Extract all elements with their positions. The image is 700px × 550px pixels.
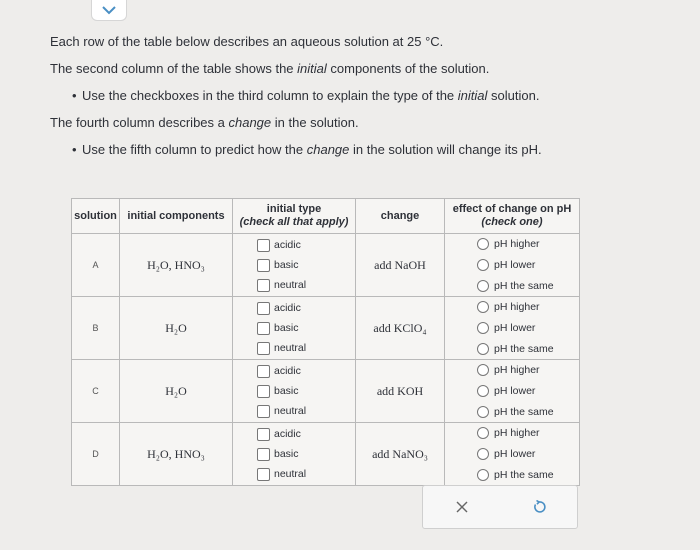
option-label: acidic	[274, 365, 301, 377]
ph-option[interactable]	[445, 275, 579, 296]
instruction-line: The second column of the table shows the initial components of the solution.	[50, 61, 490, 76]
radio-button[interactable]	[477, 427, 489, 439]
initial-components: H₂O	[120, 297, 233, 360]
table-row	[72, 423, 580, 486]
ph-effect-cell	[445, 234, 580, 297]
change-cell: add KOH	[356, 360, 445, 423]
ph-option[interactable]	[445, 255, 579, 276]
checkbox[interactable]	[257, 322, 270, 335]
chevron-down-icon	[102, 5, 116, 15]
ph-option[interactable]	[445, 297, 579, 318]
answer-actions	[422, 485, 578, 529]
table-header-row	[72, 199, 580, 234]
option-label: pH the same	[494, 342, 554, 355]
option-label: pH lower	[494, 259, 536, 271]
radio-button[interactable]	[477, 364, 489, 376]
instructions	[50, 28, 542, 163]
type-option-neutral[interactable]	[233, 338, 355, 358]
checkbox[interactable]	[257, 448, 270, 461]
ph-option[interactable]	[445, 423, 579, 444]
option-label: pH higher	[494, 427, 540, 440]
type-option-acidic[interactable]	[233, 298, 355, 318]
solution-label: D	[72, 423, 120, 486]
checkbox[interactable]	[257, 342, 270, 355]
header-effect: effect of change on pH (check one)	[445, 199, 580, 234]
option-label: pH higher	[494, 364, 540, 377]
change-cell: add NaNO₃	[356, 423, 445, 486]
checkbox[interactable]	[257, 405, 270, 418]
checkbox[interactable]	[257, 365, 270, 378]
initial-components: H₂O, HNO₃	[120, 423, 233, 486]
radio-button[interactable]	[477, 238, 489, 250]
table-row	[72, 360, 580, 423]
checkbox[interactable]	[257, 468, 270, 481]
option-label: pH the same	[494, 405, 554, 418]
option-label: acidic	[274, 428, 301, 440]
type-option-basic[interactable]	[233, 318, 355, 338]
header-components: initial components	[120, 199, 233, 234]
radio-button[interactable]	[477, 301, 489, 313]
ph-option[interactable]	[445, 360, 579, 381]
option-label: neutral	[274, 342, 307, 354]
type-option-basic[interactable]	[233, 444, 355, 464]
initial-components: H₂O	[120, 360, 233, 423]
type-option-acidic[interactable]	[233, 235, 355, 255]
checkbox[interactable]	[257, 302, 270, 315]
solution-label: B	[72, 297, 120, 360]
solutions-table	[71, 198, 580, 486]
ph-option[interactable]	[445, 401, 579, 422]
ph-option[interactable]	[445, 234, 579, 255]
type-option-neutral[interactable]	[233, 275, 355, 295]
undo-icon	[532, 500, 546, 514]
ph-option[interactable]	[445, 464, 579, 485]
ph-effect-cell	[445, 297, 580, 360]
change-cell: add NaOH	[356, 234, 445, 297]
reset-button[interactable]	[527, 495, 551, 519]
type-option-basic[interactable]	[233, 255, 355, 275]
type-option-neutral[interactable]	[233, 464, 355, 484]
solution-label: A	[72, 234, 120, 297]
initial-type-cell	[233, 423, 356, 486]
instruction-bullet: • Use the fifth column to predict how the change in the solution will change its pH.	[50, 136, 542, 163]
option-label: pH the same	[494, 468, 554, 481]
initial-type-cell	[233, 360, 356, 423]
solution-label: C	[72, 360, 120, 423]
instruction-line: The fourth column describes a change in the solution.	[50, 115, 359, 130]
header-change: change	[356, 199, 445, 234]
option-label: pH lower	[494, 385, 536, 397]
type-option-neutral[interactable]	[233, 401, 355, 421]
radio-button[interactable]	[477, 448, 489, 460]
option-label: pH lower	[494, 322, 536, 334]
option-label: pH the same	[494, 279, 554, 292]
ph-option[interactable]	[445, 338, 579, 359]
option-label: neutral	[274, 279, 307, 291]
instruction-bullet: • Use the checkboxes in the third column to explain the type of the initial solution.	[50, 82, 542, 109]
table-row	[72, 297, 580, 360]
ph-effect-cell	[445, 360, 580, 423]
radio-button[interactable]	[477, 385, 489, 397]
collapse-chevron[interactable]	[91, 0, 127, 21]
radio-button[interactable]	[477, 259, 489, 271]
option-label: basic	[274, 448, 299, 460]
ph-option[interactable]	[445, 318, 579, 339]
option-label: basic	[274, 259, 299, 271]
x-icon	[456, 501, 468, 513]
header-type: initial type (check all that apply)	[233, 199, 356, 234]
initial-type-cell	[233, 234, 356, 297]
checkbox[interactable]	[257, 279, 270, 292]
option-label: basic	[274, 322, 299, 334]
ph-option[interactable]	[445, 444, 579, 465]
checkbox[interactable]	[257, 385, 270, 398]
table-row	[72, 234, 580, 297]
ph-effect-cell	[445, 423, 580, 486]
option-label: basic	[274, 385, 299, 397]
clear-button[interactable]	[450, 495, 474, 519]
header-solution: solution	[72, 199, 120, 234]
checkbox[interactable]	[257, 259, 270, 272]
option-label: neutral	[274, 468, 307, 480]
option-label: pH lower	[494, 448, 536, 460]
radio-button[interactable]	[477, 280, 489, 292]
instruction-line: Each row of the table below describes an aqueous solution at 25 °C.	[50, 34, 444, 49]
change-cell: add KClO₄	[356, 297, 445, 360]
checkbox[interactable]	[257, 428, 270, 441]
option-label: pH higher	[494, 238, 540, 251]
option-label: neutral	[274, 405, 307, 417]
initial-components: H₂O, HNO₃	[120, 234, 233, 297]
radio-button[interactable]	[477, 343, 489, 355]
option-label: pH higher	[494, 301, 540, 314]
checkbox[interactable]	[257, 239, 270, 252]
type-option-basic[interactable]	[233, 381, 355, 401]
ph-option[interactable]	[445, 381, 579, 402]
type-option-acidic[interactable]	[233, 361, 355, 381]
option-label: acidic	[274, 239, 301, 251]
type-option-acidic[interactable]	[233, 424, 355, 444]
option-label: acidic	[274, 302, 301, 314]
initial-type-cell	[233, 297, 356, 360]
radio-button[interactable]	[477, 469, 489, 481]
radio-button[interactable]	[477, 322, 489, 334]
radio-button[interactable]	[477, 406, 489, 418]
